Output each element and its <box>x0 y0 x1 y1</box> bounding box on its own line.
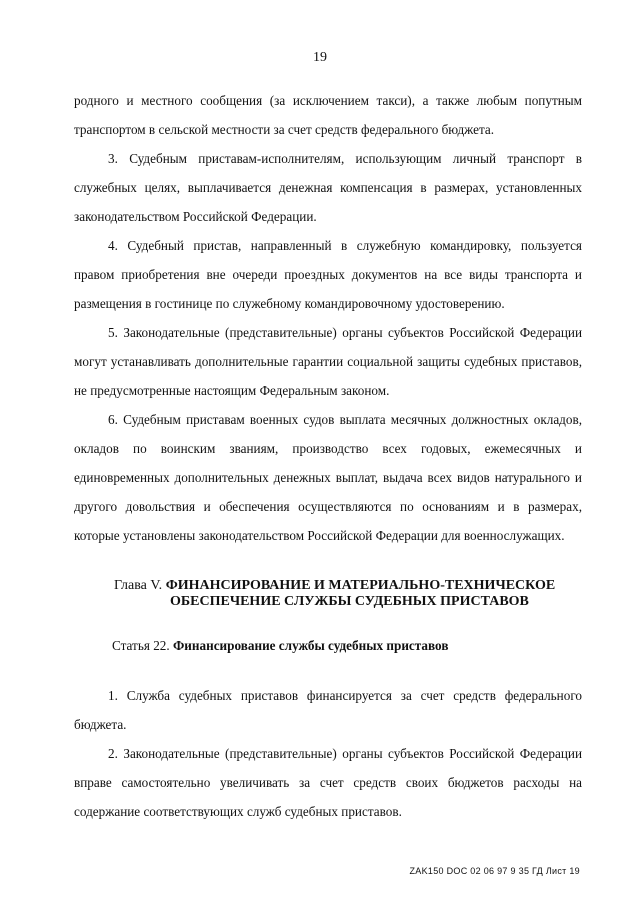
paragraph: родного и местного сообщения (за исключением такси), а также любым попутным транспортом в сельской местности за счет средств федерального бюджета. <box>74 93 582 137</box>
page-number: 19 <box>313 50 327 65</box>
body-text-top <box>74 86 582 550</box>
chapter-heading <box>74 578 582 610</box>
paragraph: 5. Законодательные (представительные) органы субъектов Российской Федерации могут устанавливать дополнительные гарантии социальной защиты судебных приставов, не предусмотренные настоящим Федеральным законом. <box>74 325 582 398</box>
paragraph: 2. Законодательные (представительные) органы субъектов Российской Федерации вправе самостоятельно увеличивать за счет средств своих бюджетов расходы на содержание соответствующих служб судебных приставов. <box>74 746 582 819</box>
document-footer: ZAK150 DOC 02 06 97 9 35 ГД Лист 19 <box>409 866 580 876</box>
article-number: Статья 22. <box>112 638 170 653</box>
chapter-title-line1: ФИНАНСИРОВАНИЕ И МАТЕРИАЛЬНО-ТЕХНИЧЕСКОЕ <box>165 578 556 593</box>
article-heading <box>112 638 448 654</box>
article-title: Финансирование службы судебных приставов <box>172 638 449 653</box>
chapter-number: Глава V. <box>114 578 163 593</box>
chapter-title-line2: ОБЕСПЕЧЕНИЕ СЛУЖБЫ СУДЕБНЫХ ПРИСТАВОВ <box>170 594 529 609</box>
body-text-bottom <box>74 681 582 826</box>
paragraph: 4. Судебный пристав, направленный в служебную командировку, пользуется правом приобретения вне очереди проездных документов на все виды транспорта и размещения в гостинице по служебному командировочному удостоверению. <box>74 238 582 311</box>
paragraph: 1. Служба судебных приставов финансируется за счет средств федерального бюджета. <box>74 688 582 732</box>
paragraph: 6. Судебным приставам военных судов выплата месячных должностных окладов, окладов по воинским званиям, производство всех годовых, ежемесячных и единовременных дополнительных денежных выплат, выдача всех видов натурального и другого довольствия и обеспечения осуществляются по основаниям и в размерах, которые установлены законодательством Российской Федерации для военнослужащих. <box>74 412 582 543</box>
paragraph: 3. Судебным приставам-исполнителям, использующим личный транспорт в служебных целях, выплачивается денежная компенсация в размерах, установленных законодательством Российской Федерации. <box>74 151 582 224</box>
